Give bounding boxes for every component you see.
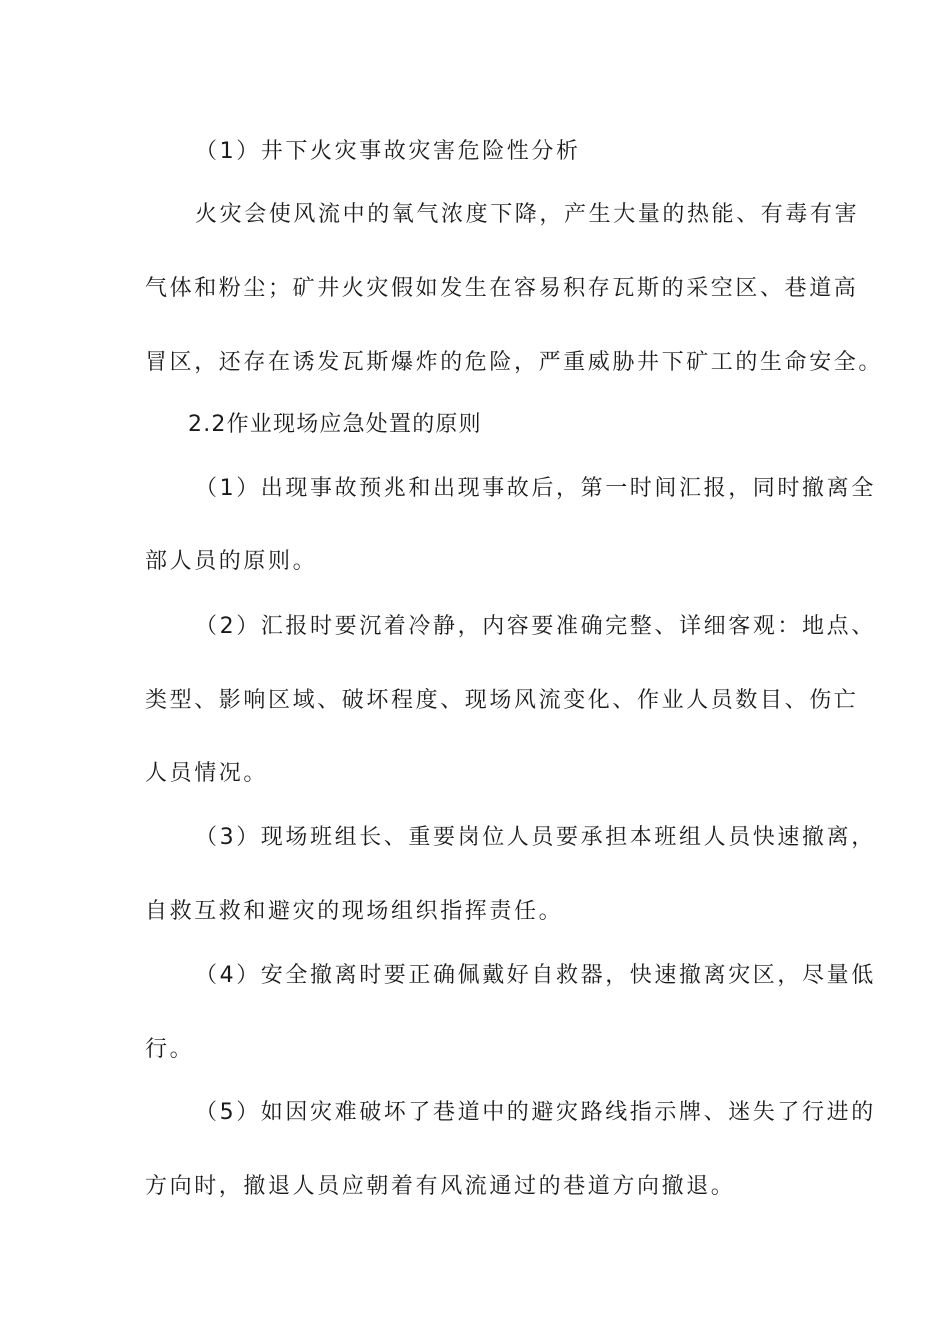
paragraph-line: 火灾会使风流中的氧气浓度下降，产生大量的热能、有毒有害	[195, 202, 860, 227]
paragraph-line: 自救互救和避灾的现场组织指挥责任。	[145, 899, 564, 924]
subsection-heading-fire-hazard: （1）井下火灾事故灾害危险性分析	[195, 139, 581, 164]
paragraph-line: 冒区，还存在诱发瓦斯爆炸的危险，严重威胁井下矿工的生命安全。	[145, 350, 884, 375]
paragraph-line: 类型、影响区域、破坏程度、现场风流变化、作业人员数目、伤亡	[145, 688, 859, 713]
paragraph-line: （1）出现事故预兆和出现事故后，第一时间汇报，同时撤离全	[195, 476, 876, 501]
paragraph-line: （4）安全撤离时要正确佩戴好自救器，快速撤离灾区，尽量低	[195, 963, 876, 988]
paragraph-line: 方向时，撤退人员应朝着有风流通过的巷道方向撤退。	[145, 1174, 736, 1199]
paragraph-line: （2）汇报时要沉着冷静，内容要准确完整、详细客观：地点、	[195, 614, 876, 639]
paragraph-line: 气体和粉尘；矿井火灾假如发生在容易积存瓦斯的采空区、巷道高	[145, 276, 859, 301]
paragraph-line: 行。	[145, 1037, 195, 1062]
paragraph-line: （5）如因灾难破坏了巷道中的避灾路线指示牌、迷失了行进的	[195, 1100, 876, 1125]
paragraph-line: 部人员的原则。	[145, 549, 318, 574]
paragraph-line: （3）现场班组长、重要岗位人员要承担本班组人员快速撤离，	[195, 825, 876, 850]
section-heading-2-2: 2.2作业现场应急处置的原则	[188, 412, 482, 437]
paragraph-line: 人员情况。	[145, 761, 269, 786]
